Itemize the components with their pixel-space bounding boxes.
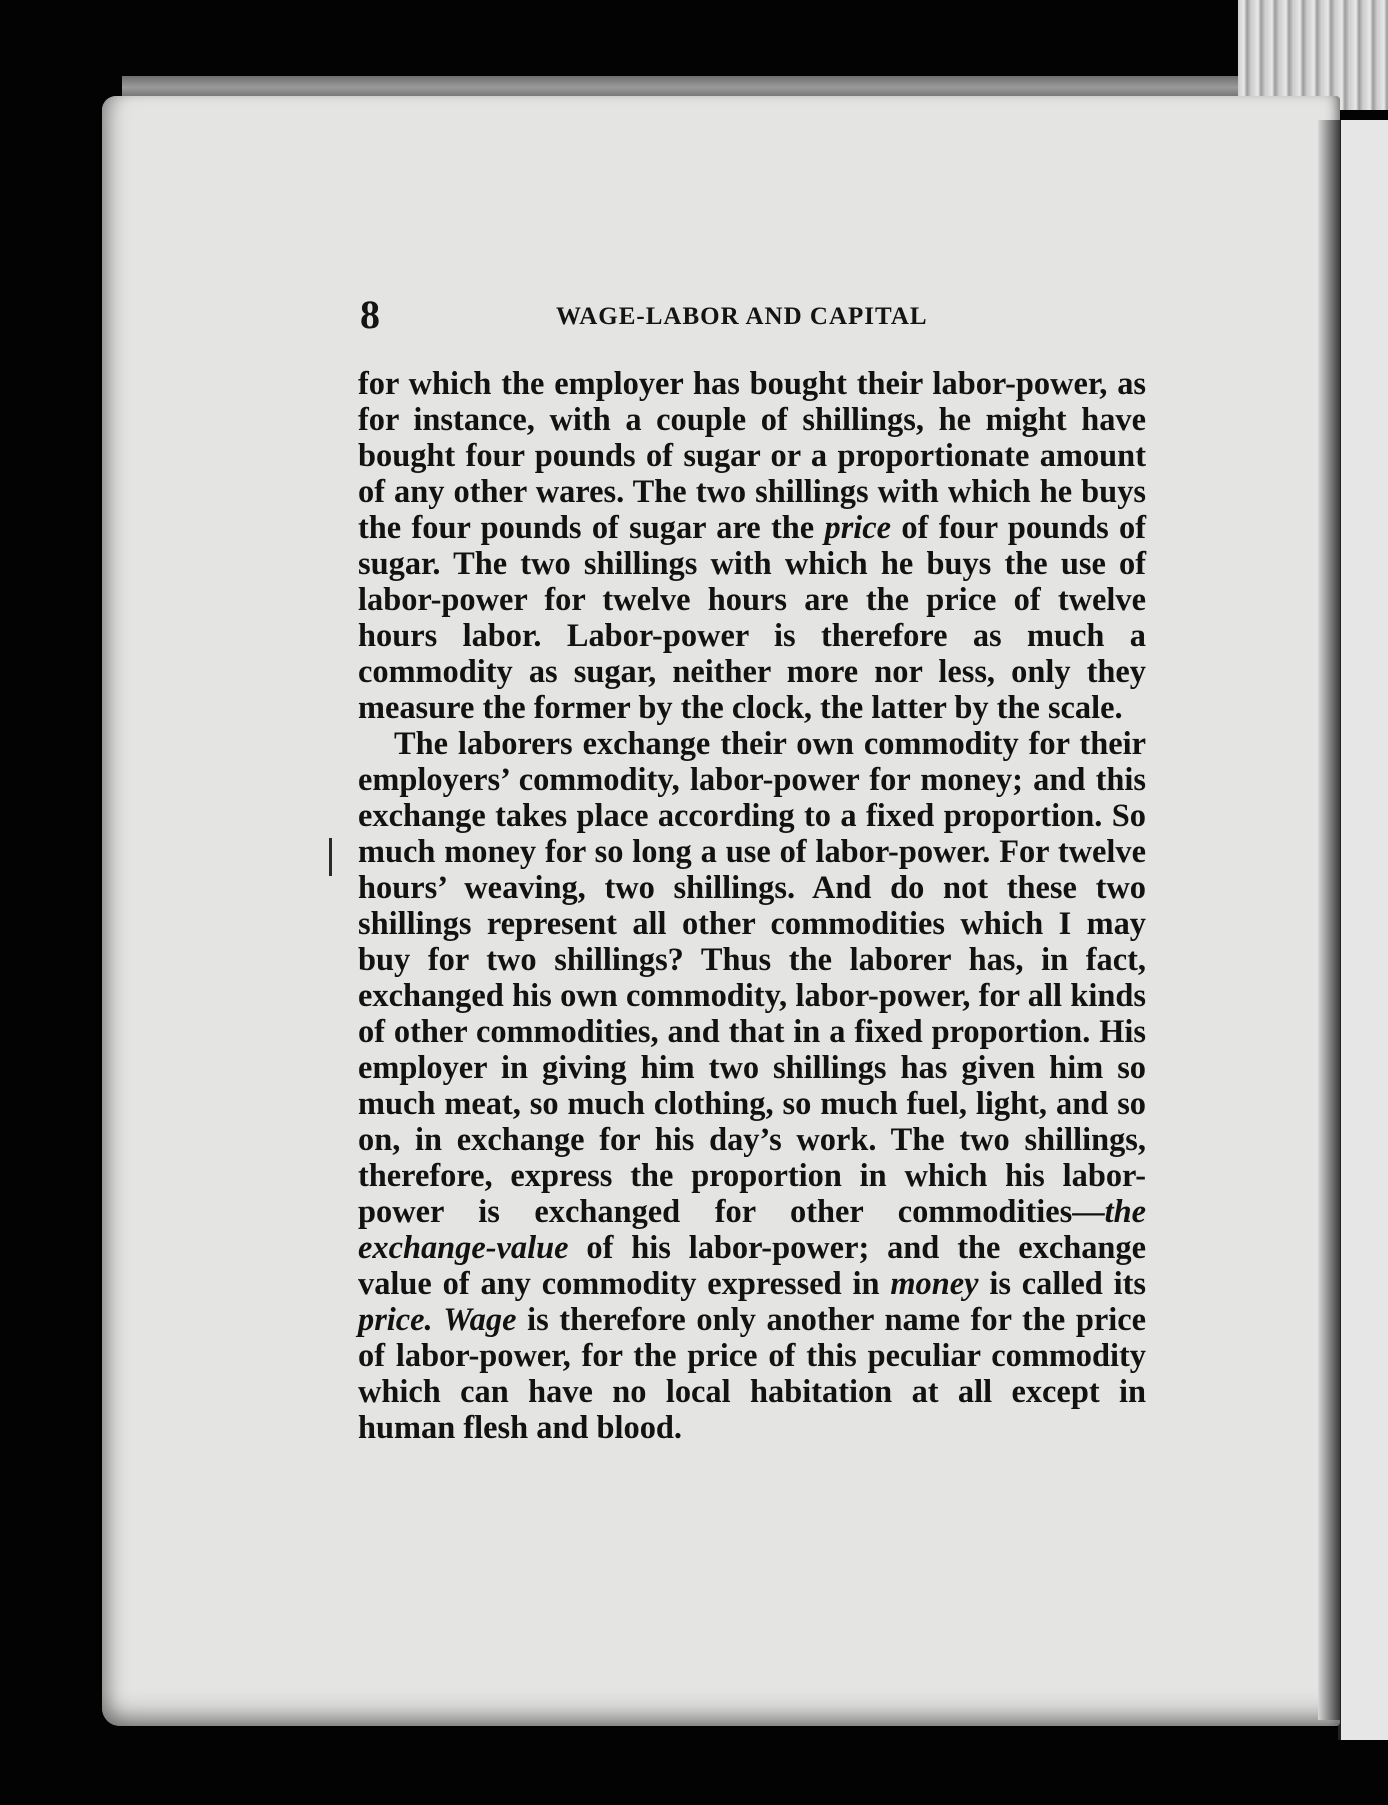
paragraph-2-text-4 xyxy=(433,1302,444,1338)
paragraph-1-text-1: for which the employer has bought their labor-power, as for instance, with a couple of shillings, he might have bought four pounds of sugar or a proportionate amount of any other wares. The two shillings with which he buys the four pounds of sugar are the xyxy=(358,366,1146,546)
paragraph-1-italic-1: price xyxy=(824,510,892,546)
paragraph-1 xyxy=(358,366,1146,726)
paragraph-2-text-3: is called its xyxy=(978,1266,1146,1302)
paragraph-2-italic-4: Wage xyxy=(443,1302,517,1338)
paragraph-1-text-2: of four pounds of sugar. The two shillings with which he buys the use of labor-power for twelve hours are the price of twelve hours labor. Labor-power is therefore as much a commodity as sugar, neither more nor less, only they measure the former by the clock, the latter by the scale. xyxy=(358,510,1147,726)
paragraph-2-italic-3: price. xyxy=(358,1302,433,1338)
body-text xyxy=(358,366,1146,1446)
paragraph-2 xyxy=(358,726,1146,1446)
facing-page-edge xyxy=(1338,120,1388,1740)
margin-mark xyxy=(329,838,332,876)
paragraph-2-text-2: of his labor-power; and the exchange value of any commodity expressed in xyxy=(358,1230,1146,1302)
page-header xyxy=(360,292,960,338)
paragraph-2-text-1: The laborers exchange their own commodity for their employers’ commodity, labor-power for money; and this exchange takes place according to a fixed proportion. So much money for so long a use of labor-power. For twelve hours’ weaving, two shillings. And do not these two shillings represent all other commodities which I may buy for two shillings? Thus the laborer has, in fact, exchanged his own commodity, labor-power, for all kinds of other commodities, and that in a fixed proportion. His employer in giving him two shillings has given him so much meat, so much clothing, so much fuel, light, and so on, in exchange for his day’s work. The two shillings, therefore, express the proportion in which his labor-power is exchanged for other commodities— xyxy=(358,726,1146,1230)
paragraph-2-italic-1: the exchange-value xyxy=(358,1194,1146,1266)
running-head-title: WAGE-LABOR AND CAPITAL xyxy=(556,303,928,330)
paragraph-2-text-5: is therefore only another name for the price of labor-power, for the price of this peculiar commodity which can have no local habitation at all except in human flesh and blood. xyxy=(358,1302,1146,1446)
adjacent-page-edge xyxy=(1238,0,1388,110)
page-gutter-shadow xyxy=(1318,120,1340,1720)
page-number: 8 xyxy=(360,292,380,337)
paragraph-2-italic-2: money xyxy=(890,1266,979,1302)
